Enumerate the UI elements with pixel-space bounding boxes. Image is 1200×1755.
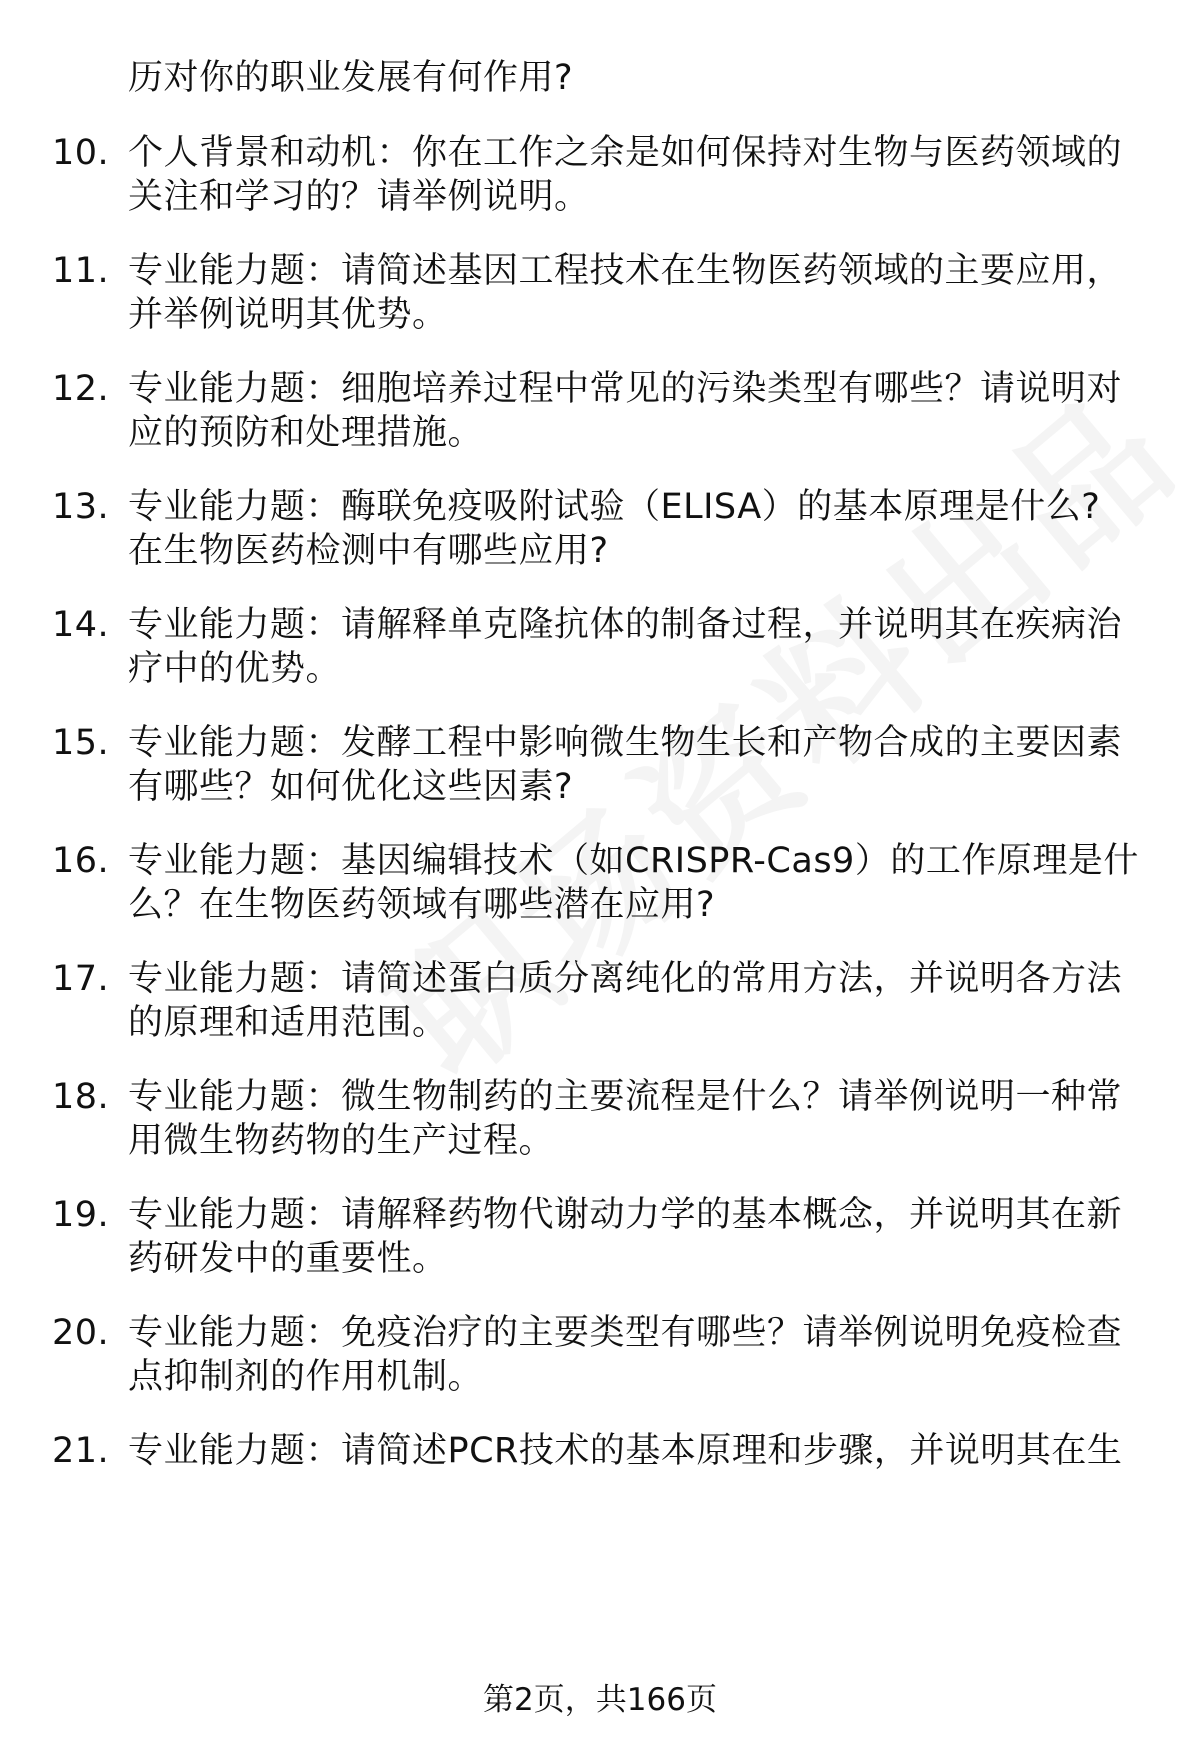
question-text: 专业能力题：细胞培养过程中常见的污染类型有哪些？请说明对	[128, 369, 1123, 409]
question-number: 13.	[52, 487, 110, 527]
question-text: 专业能力题：微生物制药的主要流程是什么？请举例说明一种常	[128, 1077, 1123, 1117]
question-text: 专业能力题：基因编辑技术（如CRISPR-Cas9）的工作原理是什	[128, 841, 1139, 881]
question-text: 疗中的优势。	[128, 649, 342, 689]
question-text: 么？在生物医药领域有哪些潜在应用?	[128, 885, 716, 925]
question-text: 用微生物药物的生产过程。	[128, 1121, 555, 1161]
question-number: 10.	[52, 133, 110, 173]
question-text: 有哪些？如何优化这些因素?	[128, 767, 574, 807]
question-number: 16.	[52, 841, 110, 881]
question-number: 20.	[52, 1313, 110, 1353]
question-text: 关注和学习的？请举例说明。	[128, 177, 590, 217]
question-text: 专业能力题：发酵工程中影响微生物生长和产物合成的主要因素	[128, 723, 1123, 763]
question-text: 专业能力题：请简述PCR技术的基本原理和步骤，并说明其在生	[128, 1431, 1123, 1471]
page-footer: 第2页，共166页	[483, 1682, 717, 1718]
question-number: 14.	[52, 605, 110, 645]
question-number: 15.	[52, 723, 110, 763]
question-text: 应的预防和处理措施。	[128, 413, 484, 453]
question-number: 19.	[52, 1195, 110, 1235]
question-text: 在生物医药检测中有哪些应用?	[128, 531, 609, 571]
question-text: 专业能力题：请解释药物代谢动力学的基本概念，并说明其在新	[128, 1195, 1123, 1235]
question-text: 专业能力题：请简述蛋白质分离纯化的常用方法，并说明各方法	[128, 959, 1123, 999]
question-text: 专业能力题：酶联免疫吸附试验（ELISA）的基本原理是什么?	[128, 487, 1101, 527]
continuation-line: 历对你的职业发展有何作用?	[128, 58, 574, 98]
question-text: 并举例说明其优势。	[128, 295, 448, 335]
question-text: 专业能力题：免疫治疗的主要类型有哪些？请举例说明免疫检查	[128, 1313, 1123, 1353]
question-number: 21.	[52, 1431, 110, 1471]
question-number: 12.	[52, 369, 110, 409]
question-text: 药研发中的重要性。	[128, 1239, 448, 1279]
question-text: 的原理和适用范围。	[128, 1003, 448, 1043]
question-number: 18.	[52, 1077, 110, 1117]
question-text: 专业能力题：请解释单克隆抗体的制备过程，并说明其在疾病治	[128, 605, 1123, 645]
question-number: 11.	[52, 251, 110, 291]
question-text: 点抑制剂的作用机制。	[128, 1357, 484, 1397]
question-text: 个人背景和动机：你在工作之余是如何保持对生物与医药领域的	[128, 133, 1123, 173]
question-text: 专业能力题：请简述基因工程技术在生物医药领域的主要应用，	[128, 251, 1123, 291]
question-number: 17.	[52, 959, 110, 999]
